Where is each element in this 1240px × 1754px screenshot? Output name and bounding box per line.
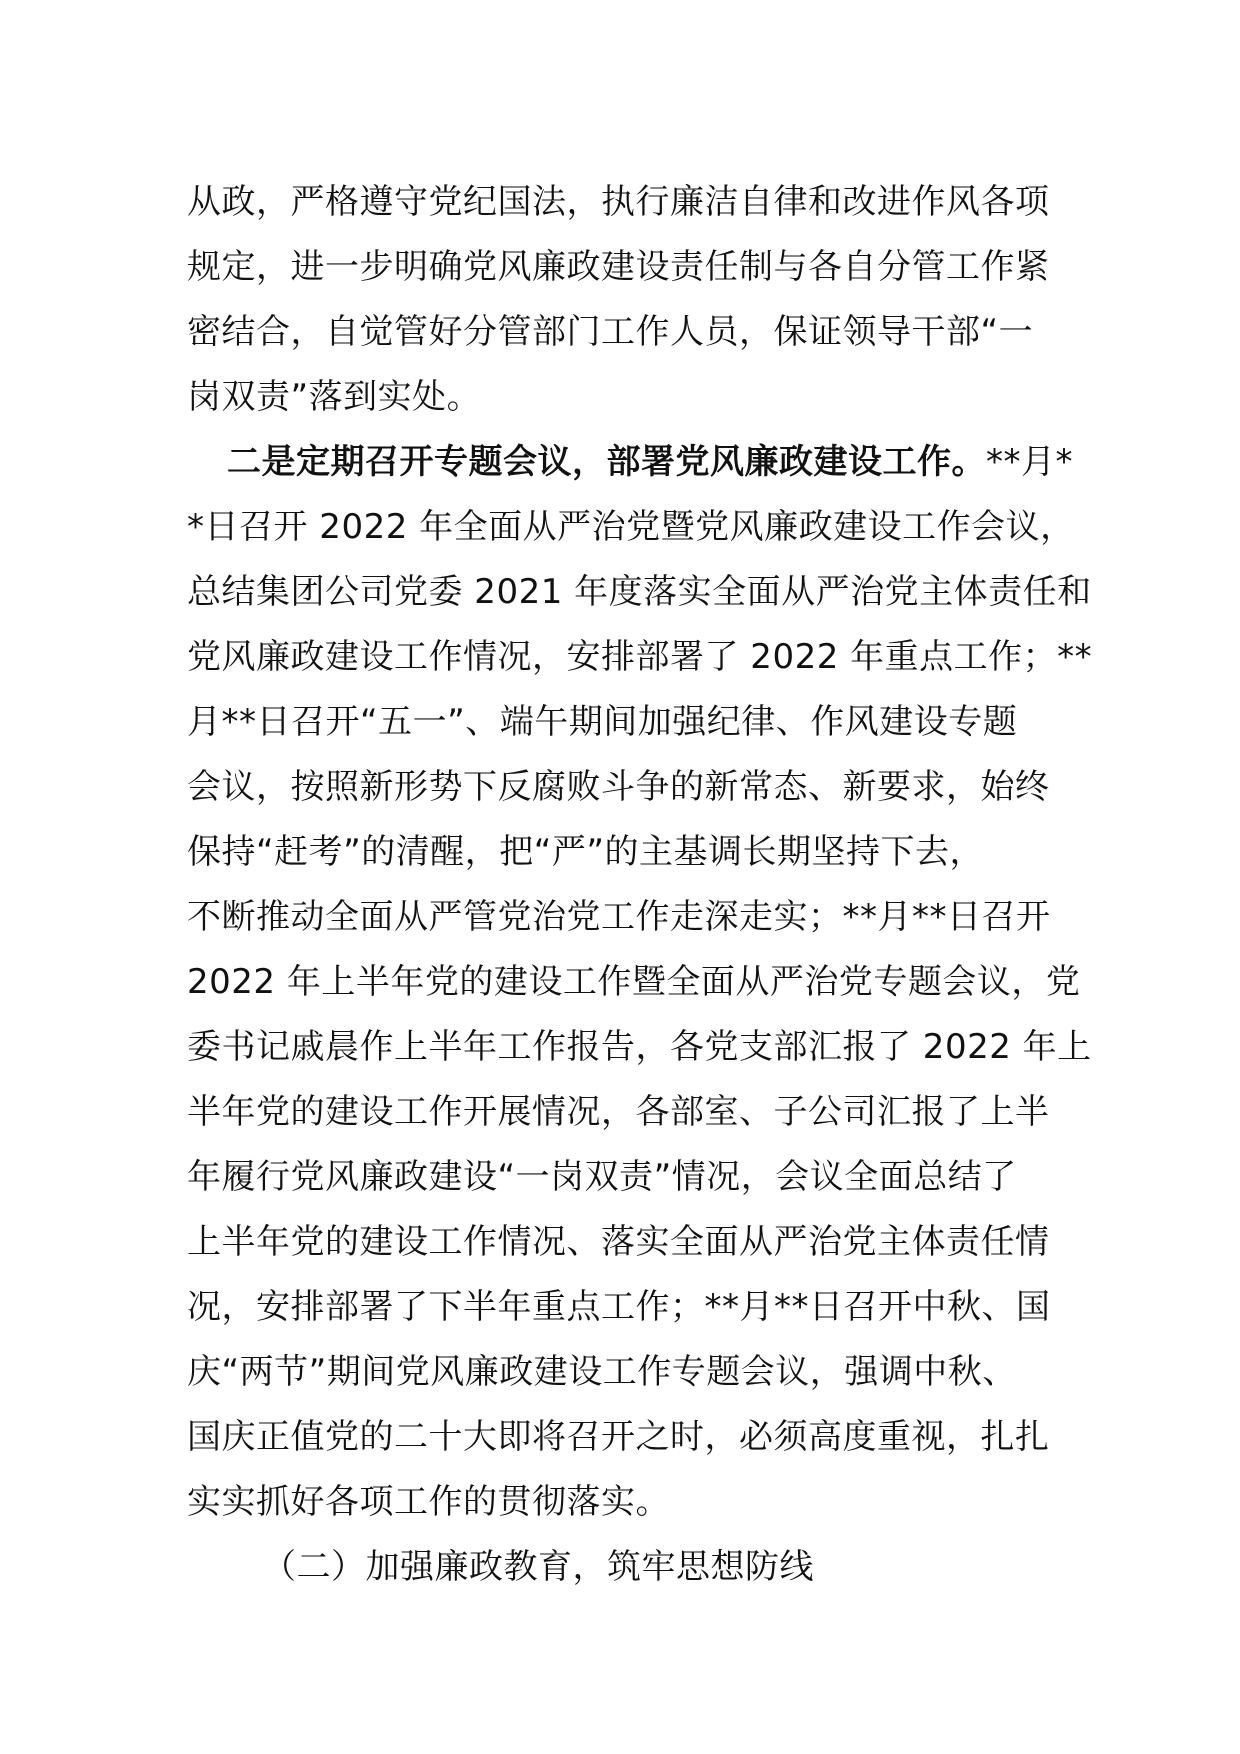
body-text-line: 上半年党的建设工作情况、落实全面从严治党主体责任情 [187,1222,1050,1262]
body-text-line: 月**日召开“五一”、端午期间加强纪律、作风建设专题 [187,702,1018,742]
section-heading: （二）加强廉政教育，筑牢思想防线 [262,1547,814,1587]
body-text-line: 岗双责”落到实处。 [187,377,482,417]
body-text-line: 国庆正值党的二十大即将召开之时，必须高度重视，扎扎 [187,1417,1050,1457]
body-text-line: 总结集团公司党委 2021 年度落实全面从严治党主体责任和 [187,572,1092,612]
body-text-line: 密结合，自觉管好分管部门工作人员，保证领导干部“一 [187,312,1034,352]
lead-rest-text: **月* [986,442,1073,482]
body-text-line: 不断推动全面从严管党治党工作走深走实；**月**日召开 [187,897,1051,937]
body-text-line: 年履行党风廉政建设“一岗双责”情况，会议全面总结了 [187,1157,1017,1197]
paragraph-lead-line [227,442,1107,482]
body-text-line: 实实抓好各项工作的贯彻落实。 [187,1482,670,1522]
body-text-line: 从政，严格遵守党纪国法，执行廉洁自律和改进作风各项 [187,182,1050,222]
body-text-line: 会议，按照新形势下反腐败斗争的新常态、新要求，始终 [187,767,1050,807]
body-text-line: 况，安排部署了下半年重点工作；**月**日召开中秋、国 [187,1287,1051,1327]
body-text-line: 保持“赶考”的清醒，把“严”的主基调长期坚持下去， [187,832,984,872]
body-text-line: 党风廉政建设工作情况，安排部署了 2022 年重点工作；** [187,637,1093,677]
body-text-line: 庆“两节”期间党风廉政建设工作专题会议，强调中秋、 [187,1352,1017,1392]
body-text-line: 规定，进一步明确党风廉政建设责任制与各自分管工作紧 [187,247,1050,287]
bold-lead-text: 二是定期召开专题会议，部署党风廉政建设工作。 [227,442,986,482]
body-text-line: 半年党的建设工作开展情况，各部室、子公司汇报了上半 [187,1092,1050,1132]
body-text-line: *日召开 2022 年全面从严治党暨党风廉政建设工作会议， [187,507,1075,547]
body-text-line: 委书记戚晨作上半年工作报告，各党支部汇报了 2022 年上 [187,1027,1092,1067]
body-text-line: 2022 年上半年党的建设工作暨全面从严治党专题会议，党 [187,962,1081,1002]
